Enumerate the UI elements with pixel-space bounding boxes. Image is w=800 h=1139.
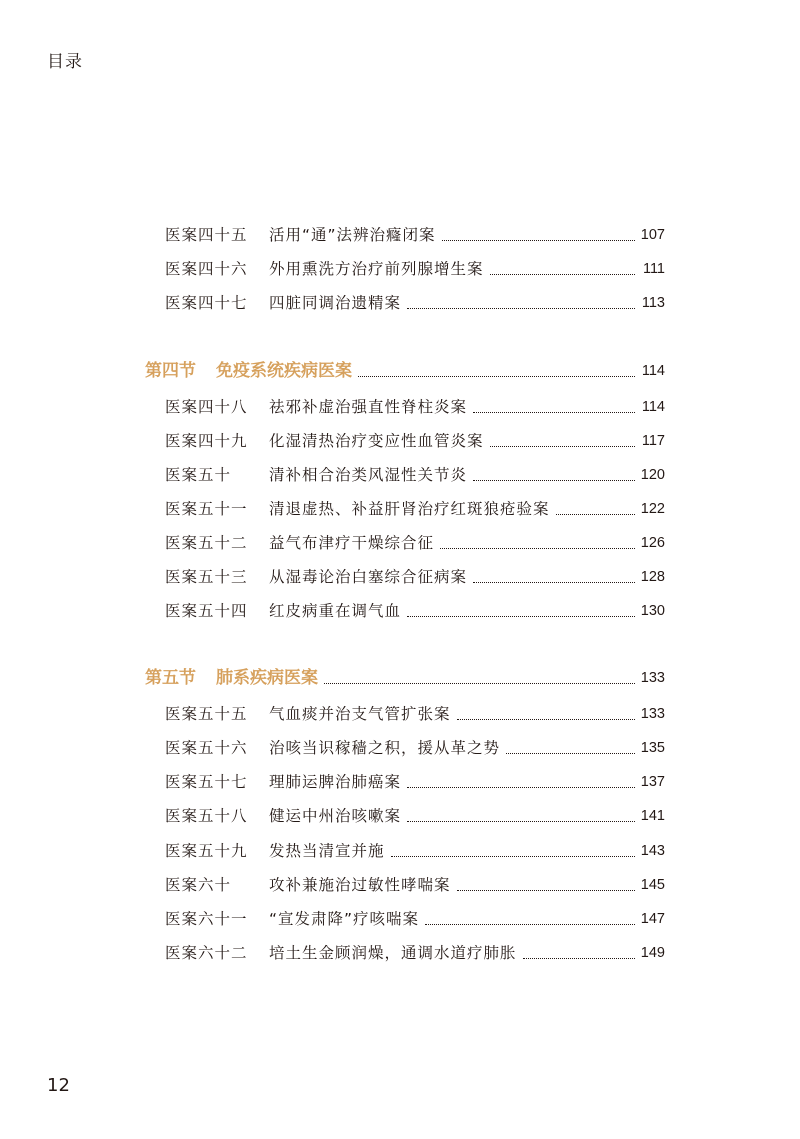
entry-case-number: 医案五十三 bbox=[165, 568, 248, 586]
toc-entry[interactable] bbox=[165, 395, 665, 419]
toc-entry[interactable] bbox=[165, 907, 665, 931]
dot-leader bbox=[324, 683, 635, 684]
entry-title: 健运中州治咳嗽案 bbox=[269, 807, 402, 825]
entry-page-number: 107 bbox=[640, 227, 665, 243]
toc-entry[interactable] bbox=[165, 839, 665, 863]
page-number: 12 bbox=[47, 1075, 70, 1096]
section-title: 肺系疾病医案 bbox=[216, 668, 318, 688]
entry-page-number: 126 bbox=[640, 535, 665, 551]
entry-title: 益气布津疗干燥综合征 bbox=[269, 534, 435, 552]
entry-page-number: 137 bbox=[640, 774, 665, 790]
entry-title: 活用“通”法辨治癃闭案 bbox=[269, 226, 436, 244]
entry-title: 从湿毒论治白塞综合征病案 bbox=[269, 568, 468, 586]
toc-entry[interactable] bbox=[165, 497, 665, 521]
entry-page-number: 141 bbox=[640, 808, 665, 824]
toc-entry[interactable] bbox=[165, 770, 665, 794]
entry-case-number: 医案六十 bbox=[165, 876, 232, 894]
section-heading-5[interactable] bbox=[145, 665, 665, 691]
toc-entry[interactable] bbox=[165, 702, 665, 726]
entry-title: 祛邪补虚治强直性脊柱炎案 bbox=[269, 398, 468, 416]
toc-entry[interactable] bbox=[165, 941, 665, 965]
entry-page-number: 133 bbox=[640, 706, 665, 722]
entry-page-number: 114 bbox=[641, 399, 665, 415]
section-number: 第五节 bbox=[145, 668, 196, 688]
dot-leader bbox=[391, 856, 635, 857]
entry-case-number: 医案五十二 bbox=[165, 534, 248, 552]
dot-leader bbox=[407, 787, 635, 788]
dot-leader bbox=[457, 719, 635, 720]
dot-leader bbox=[425, 924, 635, 925]
entry-page-number: 111 bbox=[642, 261, 665, 277]
entry-title: “宣发肃降”疗咳喘案 bbox=[269, 910, 420, 928]
running-head: 目录 bbox=[47, 52, 83, 72]
entry-title: 外用熏洗方治疗前列腺增生案 bbox=[269, 260, 484, 278]
entry-page-number: 120 bbox=[640, 467, 665, 483]
entry-title: 理肺运脾治肺癌案 bbox=[269, 773, 402, 791]
section-page-number: 133 bbox=[640, 670, 665, 686]
dot-leader bbox=[407, 308, 635, 309]
dot-leader bbox=[523, 958, 635, 959]
entry-case-number: 医案五十 bbox=[165, 466, 232, 484]
toc-entry[interactable] bbox=[165, 291, 665, 315]
dot-leader bbox=[407, 821, 635, 822]
entry-title: 清退虚热、补益肝肾治疗红斑狼疮验案 bbox=[269, 500, 550, 518]
toc-entry[interactable] bbox=[165, 565, 665, 589]
entry-page-number: 143 bbox=[640, 843, 665, 859]
entry-page-number: 117 bbox=[641, 433, 665, 449]
entry-page-number: 145 bbox=[640, 877, 665, 893]
entry-case-number: 医案五十七 bbox=[165, 773, 248, 791]
entry-title: 气血痰并治支气管扩张案 bbox=[269, 705, 451, 723]
toc-entry[interactable] bbox=[165, 736, 665, 760]
entry-title: 四脏同调治遗精案 bbox=[269, 294, 402, 312]
toc-entry[interactable] bbox=[165, 429, 665, 453]
dot-leader bbox=[473, 480, 635, 481]
entry-title: 攻补兼施治过敏性哮喘案 bbox=[269, 876, 451, 894]
entry-title: 化湿清热治疗变应性血管炎案 bbox=[269, 432, 484, 450]
entry-page-number: 147 bbox=[640, 911, 665, 927]
entry-title: 培土生金顾润燥，通调水道疗肺胀 bbox=[269, 944, 517, 962]
toc-entry[interactable] bbox=[165, 531, 665, 555]
dot-leader bbox=[490, 446, 635, 447]
entry-case-number: 医案六十二 bbox=[165, 944, 248, 962]
toc-entry[interactable] bbox=[165, 463, 665, 487]
entry-case-number: 医案五十一 bbox=[165, 500, 248, 518]
entry-case-number: 医案五十四 bbox=[165, 602, 248, 620]
dot-leader bbox=[490, 274, 635, 275]
dot-leader bbox=[506, 753, 635, 754]
toc-entry[interactable] bbox=[165, 223, 665, 247]
toc-entry[interactable] bbox=[165, 599, 665, 623]
entry-case-number: 医案五十六 bbox=[165, 739, 248, 757]
entry-case-number: 医案五十五 bbox=[165, 705, 248, 723]
toc-entry[interactable] bbox=[165, 804, 665, 828]
entry-page-number: 130 bbox=[640, 603, 665, 619]
entry-page-number: 135 bbox=[640, 740, 665, 756]
entry-page-number: 149 bbox=[640, 945, 665, 961]
dot-leader bbox=[473, 412, 635, 413]
entry-title: 发热当清宣并施 bbox=[269, 842, 385, 860]
entry-case-number: 医案四十六 bbox=[165, 260, 248, 278]
section-title: 免疫系统疾病医案 bbox=[216, 361, 352, 381]
entry-case-number: 医案四十九 bbox=[165, 432, 248, 450]
entry-page-number: 122 bbox=[640, 501, 665, 517]
toc-entry[interactable] bbox=[165, 257, 665, 281]
dot-leader bbox=[473, 582, 635, 583]
entry-page-number: 128 bbox=[640, 569, 665, 585]
entry-case-number: 医案五十八 bbox=[165, 807, 248, 825]
toc-entry[interactable] bbox=[165, 873, 665, 897]
entry-page-number: 113 bbox=[641, 295, 665, 311]
entry-case-number: 医案四十七 bbox=[165, 294, 248, 312]
dot-leader bbox=[407, 616, 635, 617]
dot-leader bbox=[556, 514, 635, 515]
entry-title: 治咳当识稼穑之积，援从革之势 bbox=[269, 739, 501, 757]
section-heading-4[interactable] bbox=[145, 358, 665, 384]
dot-leader bbox=[358, 376, 635, 377]
dot-leader bbox=[457, 890, 635, 891]
entry-case-number: 医案六十一 bbox=[165, 910, 248, 928]
section-number: 第四节 bbox=[145, 361, 196, 381]
entry-case-number: 医案四十五 bbox=[165, 226, 248, 244]
section-page-number: 114 bbox=[641, 363, 665, 379]
dot-leader bbox=[440, 548, 635, 549]
entry-title: 红皮病重在调气血 bbox=[269, 602, 402, 620]
entry-title: 清补相合治类风湿性关节炎 bbox=[269, 466, 468, 484]
dot-leader bbox=[442, 240, 635, 241]
entry-case-number: 医案四十八 bbox=[165, 398, 248, 416]
entry-case-number: 医案五十九 bbox=[165, 842, 248, 860]
